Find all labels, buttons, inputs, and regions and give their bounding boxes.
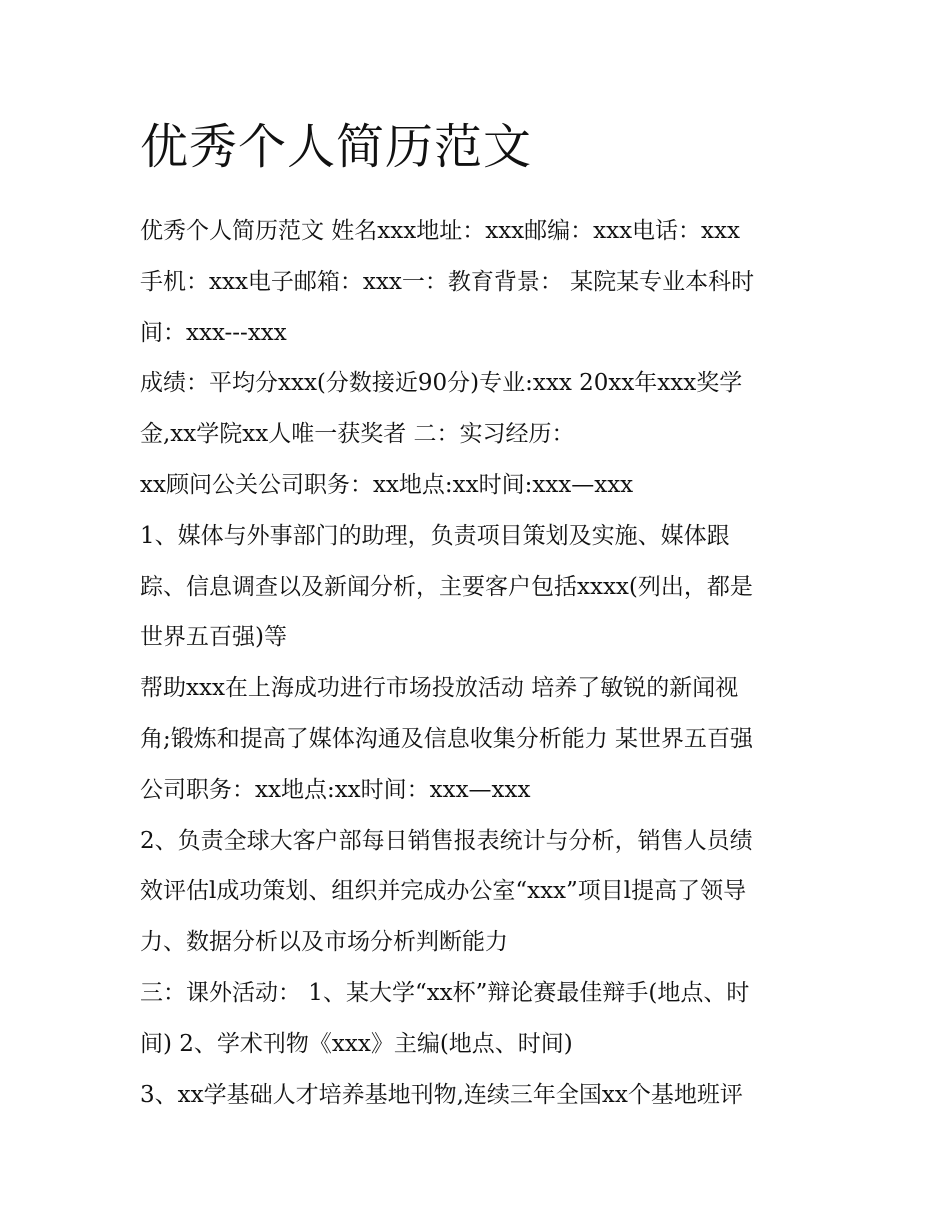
body-line-2: 手机：xxx电子邮箱：xxx一：教育背景： 某院某专业本科时 — [140, 268, 755, 295]
body-line-4: 成绩：平均分xxx(分数接近90分)专业:xxx 20xx年xxx奖学 — [140, 370, 743, 397]
document-body — [140, 206, 820, 1120]
body-line-14: 效评估l成功策划、组织并完成办公室“xxx”项目l提高了领导 — [140, 878, 747, 905]
body-line-1: 优秀个人简历范文 姓名xxx地址：xxx邮编：xxx电话：xxx — [140, 218, 740, 244]
body-line-17: 间) 2、学术刊物《xxx》主编(地点、时间) — [140, 1030, 573, 1057]
body-line-11: 角;锻炼和提高了媒体沟通及信息收集分析能力 某世界五百强 — [140, 725, 754, 752]
body-line-12: 公司职务：xx地点:xx时间：xxx—xxx — [140, 776, 531, 803]
body-line-5: 金,xx学院xx人唯一获奖者 二：实习经历： — [140, 421, 575, 448]
body-line-18: 3、xx学基础人才培养基地刊物,连续三年全国xx个基地班评 — [140, 1081, 743, 1108]
body-line-15: 力、数据分析以及市场分析判断能力 — [140, 929, 508, 956]
body-line-9: 世界五百强)等 — [140, 624, 287, 651]
body-line-7: 1、媒体与外事部门的助理，负责项目策划及实施、媒体跟 — [140, 522, 730, 549]
body-line-3: 间：xxx---xxx — [140, 319, 287, 346]
body-line-8: 踪、信息调查以及新闻分析，主要客户包括xxxx(列出，都是 — [140, 573, 753, 600]
body-line-16: 三：课外活动： 1、某大学“xx杯”辩论赛最佳辩手(地点、时 — [140, 979, 750, 1006]
body-line-6: xx顾问公关公司职务：xx地点:xx时间:xxx—xxx — [140, 471, 634, 498]
body-line-10: 帮助xxx在上海成功进行市场投放活动 培养了敏锐的新闻视 — [140, 675, 739, 702]
body-line-13: 2、负责全球大客户部每日销售报表统计与分析，销售人员绩 — [140, 827, 753, 854]
document-page — [140, 108, 820, 1120]
document-title: 优秀个人简历范文 — [140, 119, 533, 175]
